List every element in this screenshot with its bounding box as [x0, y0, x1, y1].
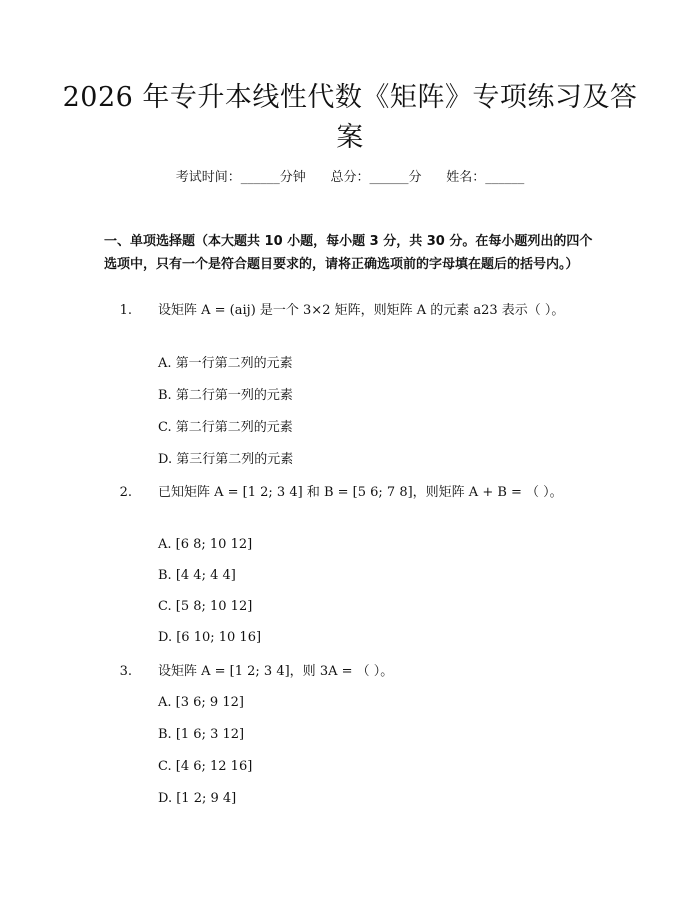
question-text: 设矩阵 A = [1 2; 3 4]，则 3A = （ ）。	[158, 664, 394, 679]
option-2a: A. [6 8; 10 12]	[158, 537, 253, 552]
question-number: 1.	[119, 303, 132, 318]
option-1a: A. 第一行第二列的元素	[158, 356, 293, 371]
option-2d: D. [6 10; 10 16]	[158, 630, 262, 645]
question-text: 已知矩阵 A = [1 2; 3 4] 和 B = [5 6; 7 8]，则矩阵 A + B = （ ）。	[158, 485, 563, 500]
question-number: 2.	[119, 485, 132, 500]
question-3	[104, 661, 574, 683]
option-3a: A. [3 6; 9 12]	[158, 695, 244, 710]
option-3b: B. [1 6; 3 12]	[158, 727, 245, 742]
option-3d: D. [1 2; 9 4]	[158, 791, 237, 806]
page-title: 2026 年专升本线性代数《矩阵》专项练习及答案	[62, 82, 638, 153]
option-1c: C. 第二行第二列的元素	[158, 420, 293, 435]
option-3c: C. [4 6; 12 16]	[158, 759, 253, 774]
option-1d: D. 第三行第二列的元素	[158, 452, 294, 467]
question-text: 设矩阵 A = (aij) 是一个 3×2 矩阵，则矩阵 A 的元素 a23 表示（ ）。	[158, 303, 565, 318]
question-number: 3.	[119, 664, 132, 679]
exam-meta-line: 考试时间：______分钟 总分：______分 姓名：______	[175, 170, 525, 185]
option-2c: C. [5 8; 10 12]	[158, 599, 253, 614]
option-1b: B. 第二行第一列的元素	[158, 388, 293, 403]
option-2b: B. [4 4; 4 4]	[158, 568, 236, 583]
question-1	[104, 300, 574, 322]
question-2	[104, 482, 574, 504]
section-heading: 一、单项选择题（本大题共 10 小题，每小题 3 分，共 30 分。在每小题列出的四个选项中，只有一个是符合题目要求的，请将正确选项前的字母填在题后的括号内。）	[104, 234, 593, 272]
